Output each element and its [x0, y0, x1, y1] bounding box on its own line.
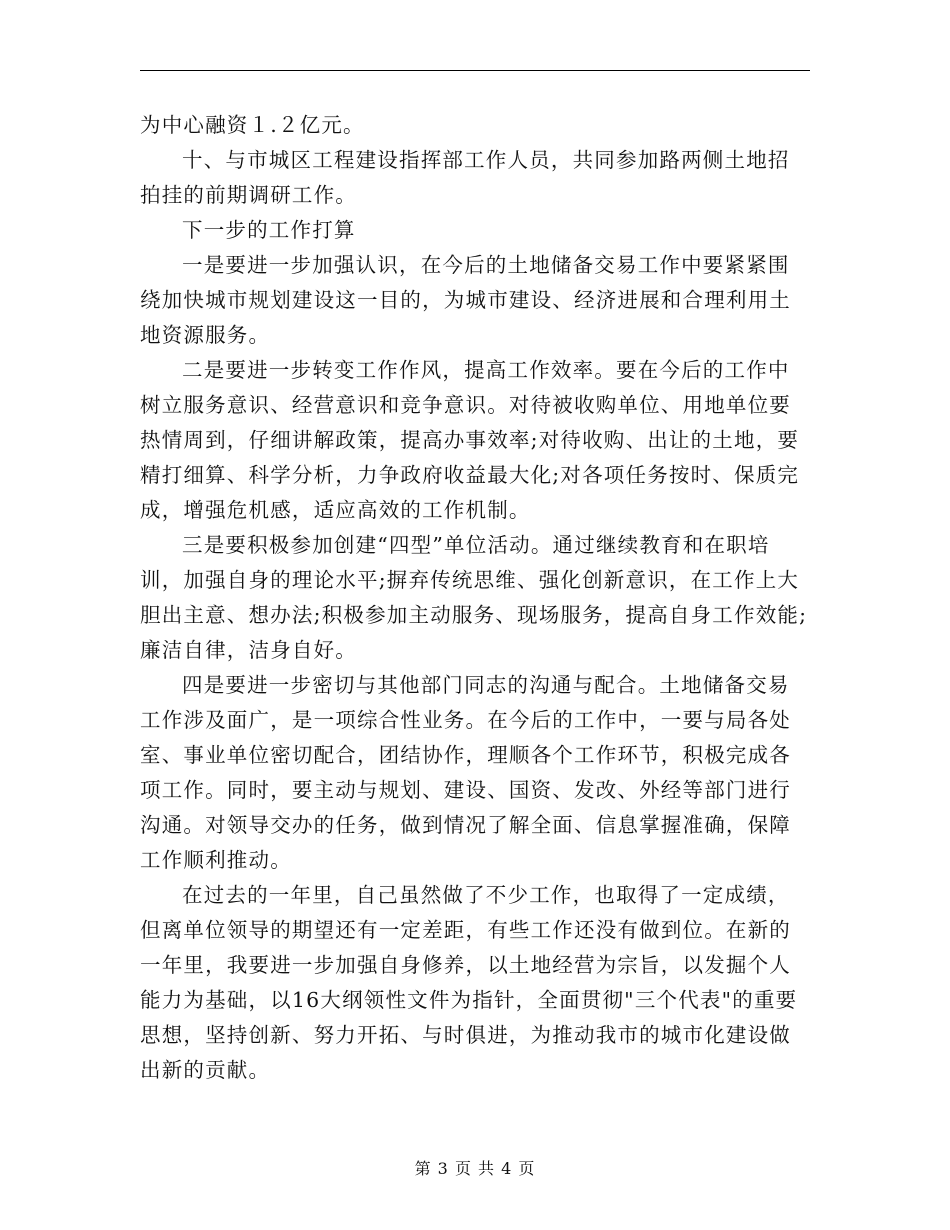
text-line: 训，加强自身的理论水平;摒弃传统思维、强化创新意识，在工作上大	[140, 568, 800, 592]
text-line: 下一步的工作打算	[182, 218, 356, 242]
text-line: 在过去的一年里，自己虽然做了不少工作，也取得了一定成绩，	[182, 883, 790, 907]
text-line: 室、事业单位密切配合，团结协作，理顺各个工作环节，积极完成各	[140, 743, 791, 767]
text-line: 精打细算、科学分析，力争政府收益最大化;对各项任务按时、保质完	[140, 463, 800, 487]
text-line: 廉洁自律，洁身自好。	[140, 638, 357, 662]
text-line: 三是要积极参加创建“四型”单位活动。通过继续教育和在职培	[182, 533, 770, 557]
text-line: 工作顺利推动。	[140, 848, 292, 872]
text-line: 十、与市城区工程建设指挥部工作人员，共同参加路两侧土地招	[182, 148, 790, 172]
text-line: 胆出主意、想办法;积极参加主动服务、现场服务，提高自身工作效能;	[140, 603, 808, 627]
text-line: 地资源服务。	[140, 323, 271, 347]
text-line: 项工作。同时，要主动与规划、建设、国资、发改、外经等部门进行	[140, 778, 791, 802]
text-line: 绕加快城市规划建设这一目的，为城市建设、经济进展和合理利用土	[140, 288, 791, 312]
header-rule	[140, 70, 810, 71]
text-line: 成，增强危机感，适应高效的工作机制。	[140, 498, 531, 522]
text-line: 能力为基础，以16大纲领性文件为指针，全面贯彻"三个代表"的重要	[140, 988, 798, 1012]
text-line: 沟通。对领导交办的任务，做到情况了解全面、信息掌握准确，保障	[140, 813, 791, 837]
text-line: 一年里，我要进一步加强自身修养，以土地经营为宗旨，以发掘个人	[140, 953, 791, 977]
text-line: 四是要进一步密切与其他部门同志的沟通与配合。土地储备交易	[182, 673, 790, 697]
text-line: 一是要进一步加强认识，在今后的土地储备交易工作中要紧紧围	[182, 253, 790, 277]
text-line: 思想，坚持创新、努力开拓、与时俱进，为推动我市的城市化建设做	[140, 1023, 791, 1047]
page-number-footer: 第 3 页 共 4 页	[414, 1159, 536, 1178]
text-line: 工作涉及面广，是一项综合性业务。在今后的工作中，一要与局各处	[140, 708, 791, 732]
text-line: 为中心融资１.２亿元。	[140, 113, 365, 137]
text-line: 树立服务意识、经营意识和竞争意识。对待被收购单位、用地单位要	[140, 393, 791, 417]
text-line: 拍挂的前期调研工作。	[140, 183, 357, 207]
text-line: 出新的贡献。	[140, 1058, 271, 1082]
text-line: 二是要进一步转变工作作风，提高工作效率。要在今后的工作中	[182, 358, 790, 382]
text-line: 但离单位领导的期望还有一定差距，有些工作还没有做到位。在新的	[140, 918, 791, 942]
document-body	[140, 108, 820, 1088]
text-line: 热情周到，仔细讲解政策，提高办事效率;对待收购、出让的土地，要	[140, 428, 800, 452]
